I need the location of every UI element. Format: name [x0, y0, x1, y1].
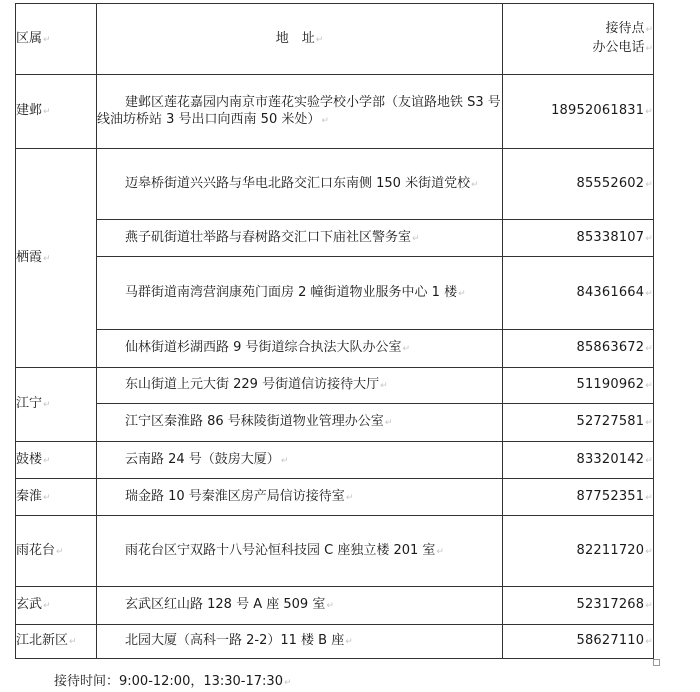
paragraph-mark-icon: ↵ [43, 400, 51, 410]
reception-hours-text: 接待时间：9:00-12:00，13:30-17:30 [54, 674, 283, 689]
phone-cell [503, 149, 654, 220]
paragraph-mark-icon: ↵ [645, 455, 653, 466]
phone-cell [503, 404, 654, 442]
paragraph-mark-icon: ↵ [43, 107, 51, 117]
address-cell [97, 257, 503, 330]
paragraph-mark-icon: ↵ [645, 344, 653, 354]
district-cell [16, 479, 97, 516]
address-cell [97, 75, 503, 149]
header-address: 地 址 [275, 30, 315, 46]
phone-cell [503, 516, 654, 587]
paragraph-mark-icon: ↵ [645, 546, 653, 557]
district-name: 雨花台 [16, 542, 56, 558]
paragraph-mark-icon: ↵ [471, 179, 479, 190]
phone-cell [503, 220, 654, 257]
paragraph-mark-icon: ↵ [436, 546, 444, 557]
paragraph-mark-icon: ↵ [56, 546, 64, 557]
paragraph-mark-icon: ↵ [315, 34, 324, 45]
address-text: 马群街道南湾营润康苑门面房 2 幢街道物业服务中心 1 楼 [125, 284, 458, 300]
paragraph-mark-icon: ↵ [645, 381, 653, 391]
phone-cell [503, 330, 654, 368]
phone-number: 52727581 [576, 414, 645, 429]
district-cell [16, 587, 97, 625]
phone-number: 87752351 [576, 488, 645, 504]
paragraph-mark-icon: ↵ [645, 233, 653, 244]
header-district-cell [16, 4, 97, 75]
address-text: 瑞金路 10 号秦淮区房产局信访接待室 [125, 488, 345, 504]
header-phone-line1: 接待点 [605, 21, 645, 36]
paragraph-mark-icon: ↵ [43, 492, 51, 503]
phone-cell [503, 257, 654, 330]
address-text: 东山街道上元大街 229 号街道信访接待大厅 [125, 377, 380, 392]
phone-cell [503, 368, 654, 404]
address-text: 雨花台区宁双路十八号沁恒科技园 C 座独立楼 201 室 [125, 542, 436, 558]
paragraph-mark-icon: ↵ [645, 44, 653, 54]
reception-contact-table [15, 3, 654, 659]
table-row [16, 220, 654, 257]
address-text: 迈皋桥街道兴兴路与华电北路交汇口东南侧 150 米街道党校 [125, 175, 471, 191]
address-cell [97, 587, 503, 625]
address-text: 玄武区红山路 128 号 A 座 509 室 [125, 597, 326, 612]
paragraph-mark-icon: ↵ [645, 25, 653, 35]
district-name: 江宁 [16, 396, 43, 411]
address-text: 云南路 24 号（鼓房大厦） [125, 451, 280, 467]
phone-cell [503, 75, 654, 149]
paragraph-mark-icon: ↵ [645, 601, 653, 611]
address-text: 江宁区秦淮路 86 号秣陵街道物业管理办公室 [125, 414, 384, 429]
paragraph-mark-icon: ↵ [645, 288, 653, 299]
phone-cell [503, 442, 654, 479]
reception-hours [54, 673, 292, 692]
table-row [16, 75, 654, 149]
paragraph-mark-icon: ↵ [412, 233, 420, 244]
paragraph-mark-icon: ↵ [321, 115, 329, 126]
table-row [16, 442, 654, 479]
paragraph-mark-icon: ↵ [458, 288, 466, 299]
address-text: 建邺区莲花嘉园内南京市莲花实验学校小学部（友谊路地铁 S3 号线油坊桥站 3 号出口向西南 50 米处） [97, 94, 501, 127]
phone-number: 85863672 [576, 340, 645, 355]
address-cell [97, 368, 503, 404]
paragraph-mark-icon: ↵ [283, 678, 292, 688]
phone-number: 51190962 [576, 377, 645, 392]
phone-number: 83320142 [576, 451, 645, 467]
paragraph-mark-icon: ↵ [280, 455, 289, 466]
table-row [16, 149, 654, 220]
district-cell [16, 516, 97, 587]
district-cell [16, 75, 97, 149]
address-cell [97, 625, 503, 659]
district-name: 秦淮 [16, 488, 43, 504]
phone-number: 58627110 [576, 633, 645, 648]
address-cell [97, 149, 503, 220]
paragraph-mark-icon: ↵ [380, 381, 388, 391]
phone-number: 18952061831 [551, 103, 645, 118]
header-address-cell [97, 4, 503, 75]
phone-number: 85338107 [576, 229, 645, 245]
table-row [16, 330, 654, 368]
address-text: 燕子矶街道壮举路与春树路交汇口下庙社区警务室 [125, 229, 412, 245]
table-end-marker-icon [653, 659, 660, 666]
district-cell [16, 149, 97, 368]
district-name: 玄武 [16, 597, 43, 612]
address-text: 北园大厦（高科一路 2-2）11 楼 B 座 [125, 633, 345, 648]
address-cell [97, 330, 503, 368]
address-cell [97, 220, 503, 257]
paragraph-mark-icon: ↵ [384, 418, 393, 428]
address-cell [97, 479, 503, 516]
paragraph-mark-icon: ↵ [43, 253, 51, 264]
phone-cell [503, 479, 654, 516]
district-name: 鼓楼 [16, 451, 43, 467]
address-text: 仙林街道杉湖西路 9 号街道综合执法大队办公室 [125, 340, 402, 355]
phone-cell [503, 625, 654, 659]
paragraph-mark-icon: ↵ [402, 344, 411, 354]
district-cell [16, 442, 97, 479]
paragraph-mark-icon: ↵ [645, 179, 653, 190]
paragraph-mark-icon: ↵ [645, 418, 653, 428]
paragraph-mark-icon: ↵ [43, 34, 51, 45]
district-cell [16, 625, 97, 659]
address-cell [97, 442, 503, 479]
header-row [16, 4, 654, 75]
phone-cell [503, 587, 654, 625]
paragraph-mark-icon: ↵ [43, 455, 51, 466]
paragraph-mark-icon: ↵ [645, 637, 653, 647]
phone-number: 52317268 [576, 597, 645, 612]
district-cell [16, 368, 97, 442]
paragraph-mark-icon: ↵ [645, 492, 653, 503]
address-cell [97, 404, 503, 442]
district-name: 栖霞 [16, 249, 43, 265]
paragraph-mark-icon: ↵ [345, 492, 354, 503]
paragraph-mark-icon: ↵ [43, 601, 51, 611]
table-row [16, 479, 654, 516]
table-row [16, 625, 654, 659]
phone-number: 82211720 [576, 542, 645, 558]
district-name: 江北新区 [16, 633, 69, 648]
district-name: 建邺 [16, 103, 43, 118]
table-row [16, 368, 654, 404]
phone-number: 84361664 [576, 284, 645, 300]
paragraph-mark-icon: ↵ [69, 637, 77, 647]
header-district: 区属 [16, 30, 43, 46]
table-row [16, 257, 654, 330]
phone-number: 85552602 [576, 175, 645, 191]
address-cell [97, 516, 503, 587]
paragraph-mark-icon: ↵ [645, 107, 653, 117]
header-phone-cell [503, 4, 654, 75]
header-phone-line2: 办公电话 [592, 40, 645, 55]
table-row [16, 516, 654, 587]
table-row [16, 587, 654, 625]
paragraph-mark-icon: ↵ [345, 637, 353, 647]
paragraph-mark-icon: ↵ [326, 601, 334, 611]
table-row [16, 404, 654, 442]
